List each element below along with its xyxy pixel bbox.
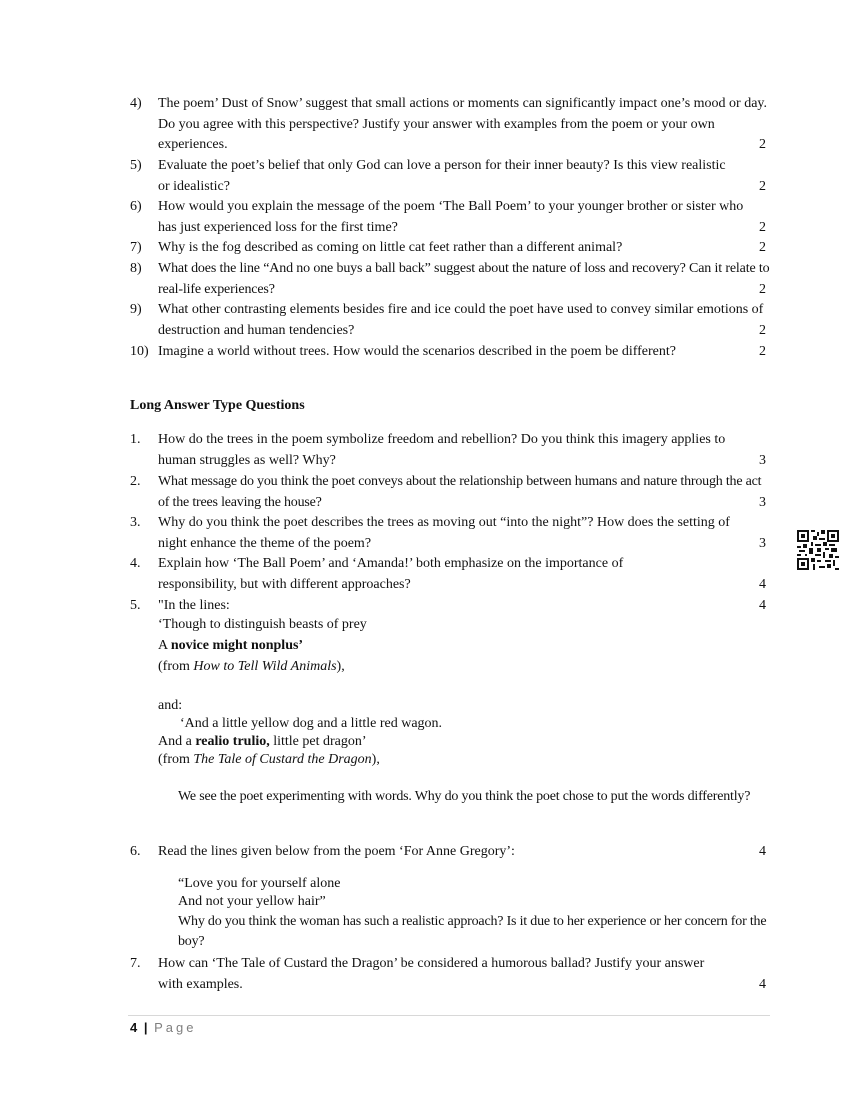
question-text: Evaluate the poet’s belief that only God can love a person for their inner beauty? Is this view realistic or idealistic? xyxy=(158,158,726,194)
question-item xyxy=(130,513,770,554)
question-number: 4) xyxy=(130,96,142,111)
question-number: 1. xyxy=(130,432,141,447)
question-text: Imagine a world without trees. How would the scenarios described in the poem be different? xyxy=(158,344,676,359)
question-item xyxy=(130,259,770,300)
question-number: 9) xyxy=(130,302,142,317)
footer-divider xyxy=(128,1015,770,1016)
question-text: We see the poet experimenting with words. Why do you think the poet chose to put the words differently? xyxy=(178,789,751,804)
question-item xyxy=(130,94,770,156)
question-marks: 4 xyxy=(759,576,766,592)
question-item xyxy=(130,300,770,341)
footer-separator: | xyxy=(143,1020,148,1035)
question-marks: 3 xyxy=(759,452,766,468)
question-number: 8) xyxy=(130,261,142,276)
question-number: 5. xyxy=(130,598,141,613)
question-marks: 3 xyxy=(759,535,766,551)
question-text: Why is the fog described as coming on little cat feet rather than a different animal? xyxy=(158,240,623,255)
question-text: How can ‘The Tale of Custard the Dragon’ be considered a humorous ballad? Justify your answer with examples. xyxy=(158,956,705,992)
question-item xyxy=(130,842,770,863)
question-text: Explain how ‘The Ball Poem’ and ‘Amanda!’ both emphasize on the importance of responsibility, but with different approaches? xyxy=(158,556,624,592)
question-text: How would you explain the message of the poem ‘The Ball Poem’ to your younger brother or sister who has just experienced loss for the first time? xyxy=(158,199,744,235)
question-marks: 2 xyxy=(759,322,766,338)
conjunction-text: and: xyxy=(158,698,183,713)
question-marks: 4 xyxy=(759,844,766,859)
question-number: 7. xyxy=(130,956,141,971)
question-number: 2. xyxy=(130,474,141,489)
question-intro: Read the lines given below from the poem ‘For Anne Gregory’: xyxy=(158,844,515,859)
poem-line: ‘Though to distinguish beasts of prey xyxy=(158,617,367,632)
question-intro: "In the lines: xyxy=(158,598,230,613)
question-text: What does the line “And no one buys a ball back” suggest about the nature of loss and recovery? Can it relate to real-life experiences? xyxy=(158,261,770,297)
question-number: 4. xyxy=(130,556,141,571)
question-text: The poem’ Dust of Snow’ suggest that small actions or moments can significantly impact one’s mood or day. Do you agree with this perspective? Justify your answer with examples from the poem or your own experiences. xyxy=(158,96,768,152)
question-item xyxy=(130,596,770,617)
question-marks: 2 xyxy=(759,281,766,297)
question-number: 5) xyxy=(130,158,142,173)
question-number: 6. xyxy=(130,844,141,859)
question-item xyxy=(130,430,770,471)
question-item xyxy=(130,554,770,595)
question-text: What message do you think the poet conveys about the relationship between humans and nature through the act of the trees leaving the house? xyxy=(158,474,762,510)
question-marks: 2 xyxy=(759,344,766,359)
page-number: 4 xyxy=(130,1020,138,1035)
question-item xyxy=(130,156,770,197)
question-item xyxy=(130,342,770,363)
question-marks: 2 xyxy=(759,219,766,235)
question-number: 7) xyxy=(130,240,142,255)
question-number: 3. xyxy=(130,515,141,530)
question-item xyxy=(130,954,770,995)
question-item xyxy=(130,472,770,513)
question-item xyxy=(130,197,770,238)
qr-code-icon xyxy=(797,530,839,570)
question-marks: 4 xyxy=(759,976,766,992)
poem-source: (from How to Tell Wild Animals), xyxy=(158,659,345,674)
question-number: 6) xyxy=(130,199,142,214)
poem-source: (from The Tale of Custard the Dragon), xyxy=(158,752,380,767)
question-number: 10) xyxy=(130,344,149,359)
question-marks: 2 xyxy=(759,178,766,194)
question-marks: 3 xyxy=(759,494,766,510)
question-marks: 2 xyxy=(759,240,766,255)
page-footer xyxy=(130,1020,197,1035)
question-text: Why do you think the poet describes the trees as moving out “into the night”? How does the setting of night enhance the theme of the poem? xyxy=(158,515,730,551)
poem-line: A novice might nonplus’ xyxy=(158,638,304,653)
question-marks: 2 xyxy=(759,137,766,152)
poem-line: And a realio trulio, little pet dragon’ xyxy=(158,734,367,749)
question-item xyxy=(130,238,770,259)
page-label: Page xyxy=(154,1020,197,1035)
question-text: What other contrasting elements besides fire and ice could the poet have used to convey similar emotions of destruction and human tendencies? xyxy=(158,302,764,338)
poem-line: And not your yellow hair” xyxy=(178,894,326,909)
poem-line: ‘And a little yellow dog and a little red wagon. xyxy=(180,716,443,731)
question-text: Why do you think the woman has such a realistic approach? Is it due to her experience or her concern for the boy? xyxy=(178,914,767,949)
question-text: How do the trees in the poem symbolize freedom and rebellion? Do you think this imagery applies to human struggles as well? Why? xyxy=(158,432,726,468)
section-heading: Long Answer Type Questions xyxy=(130,398,305,413)
question-marks: 4 xyxy=(759,598,766,613)
poem-line: “Love you for yourself alone xyxy=(178,876,341,891)
